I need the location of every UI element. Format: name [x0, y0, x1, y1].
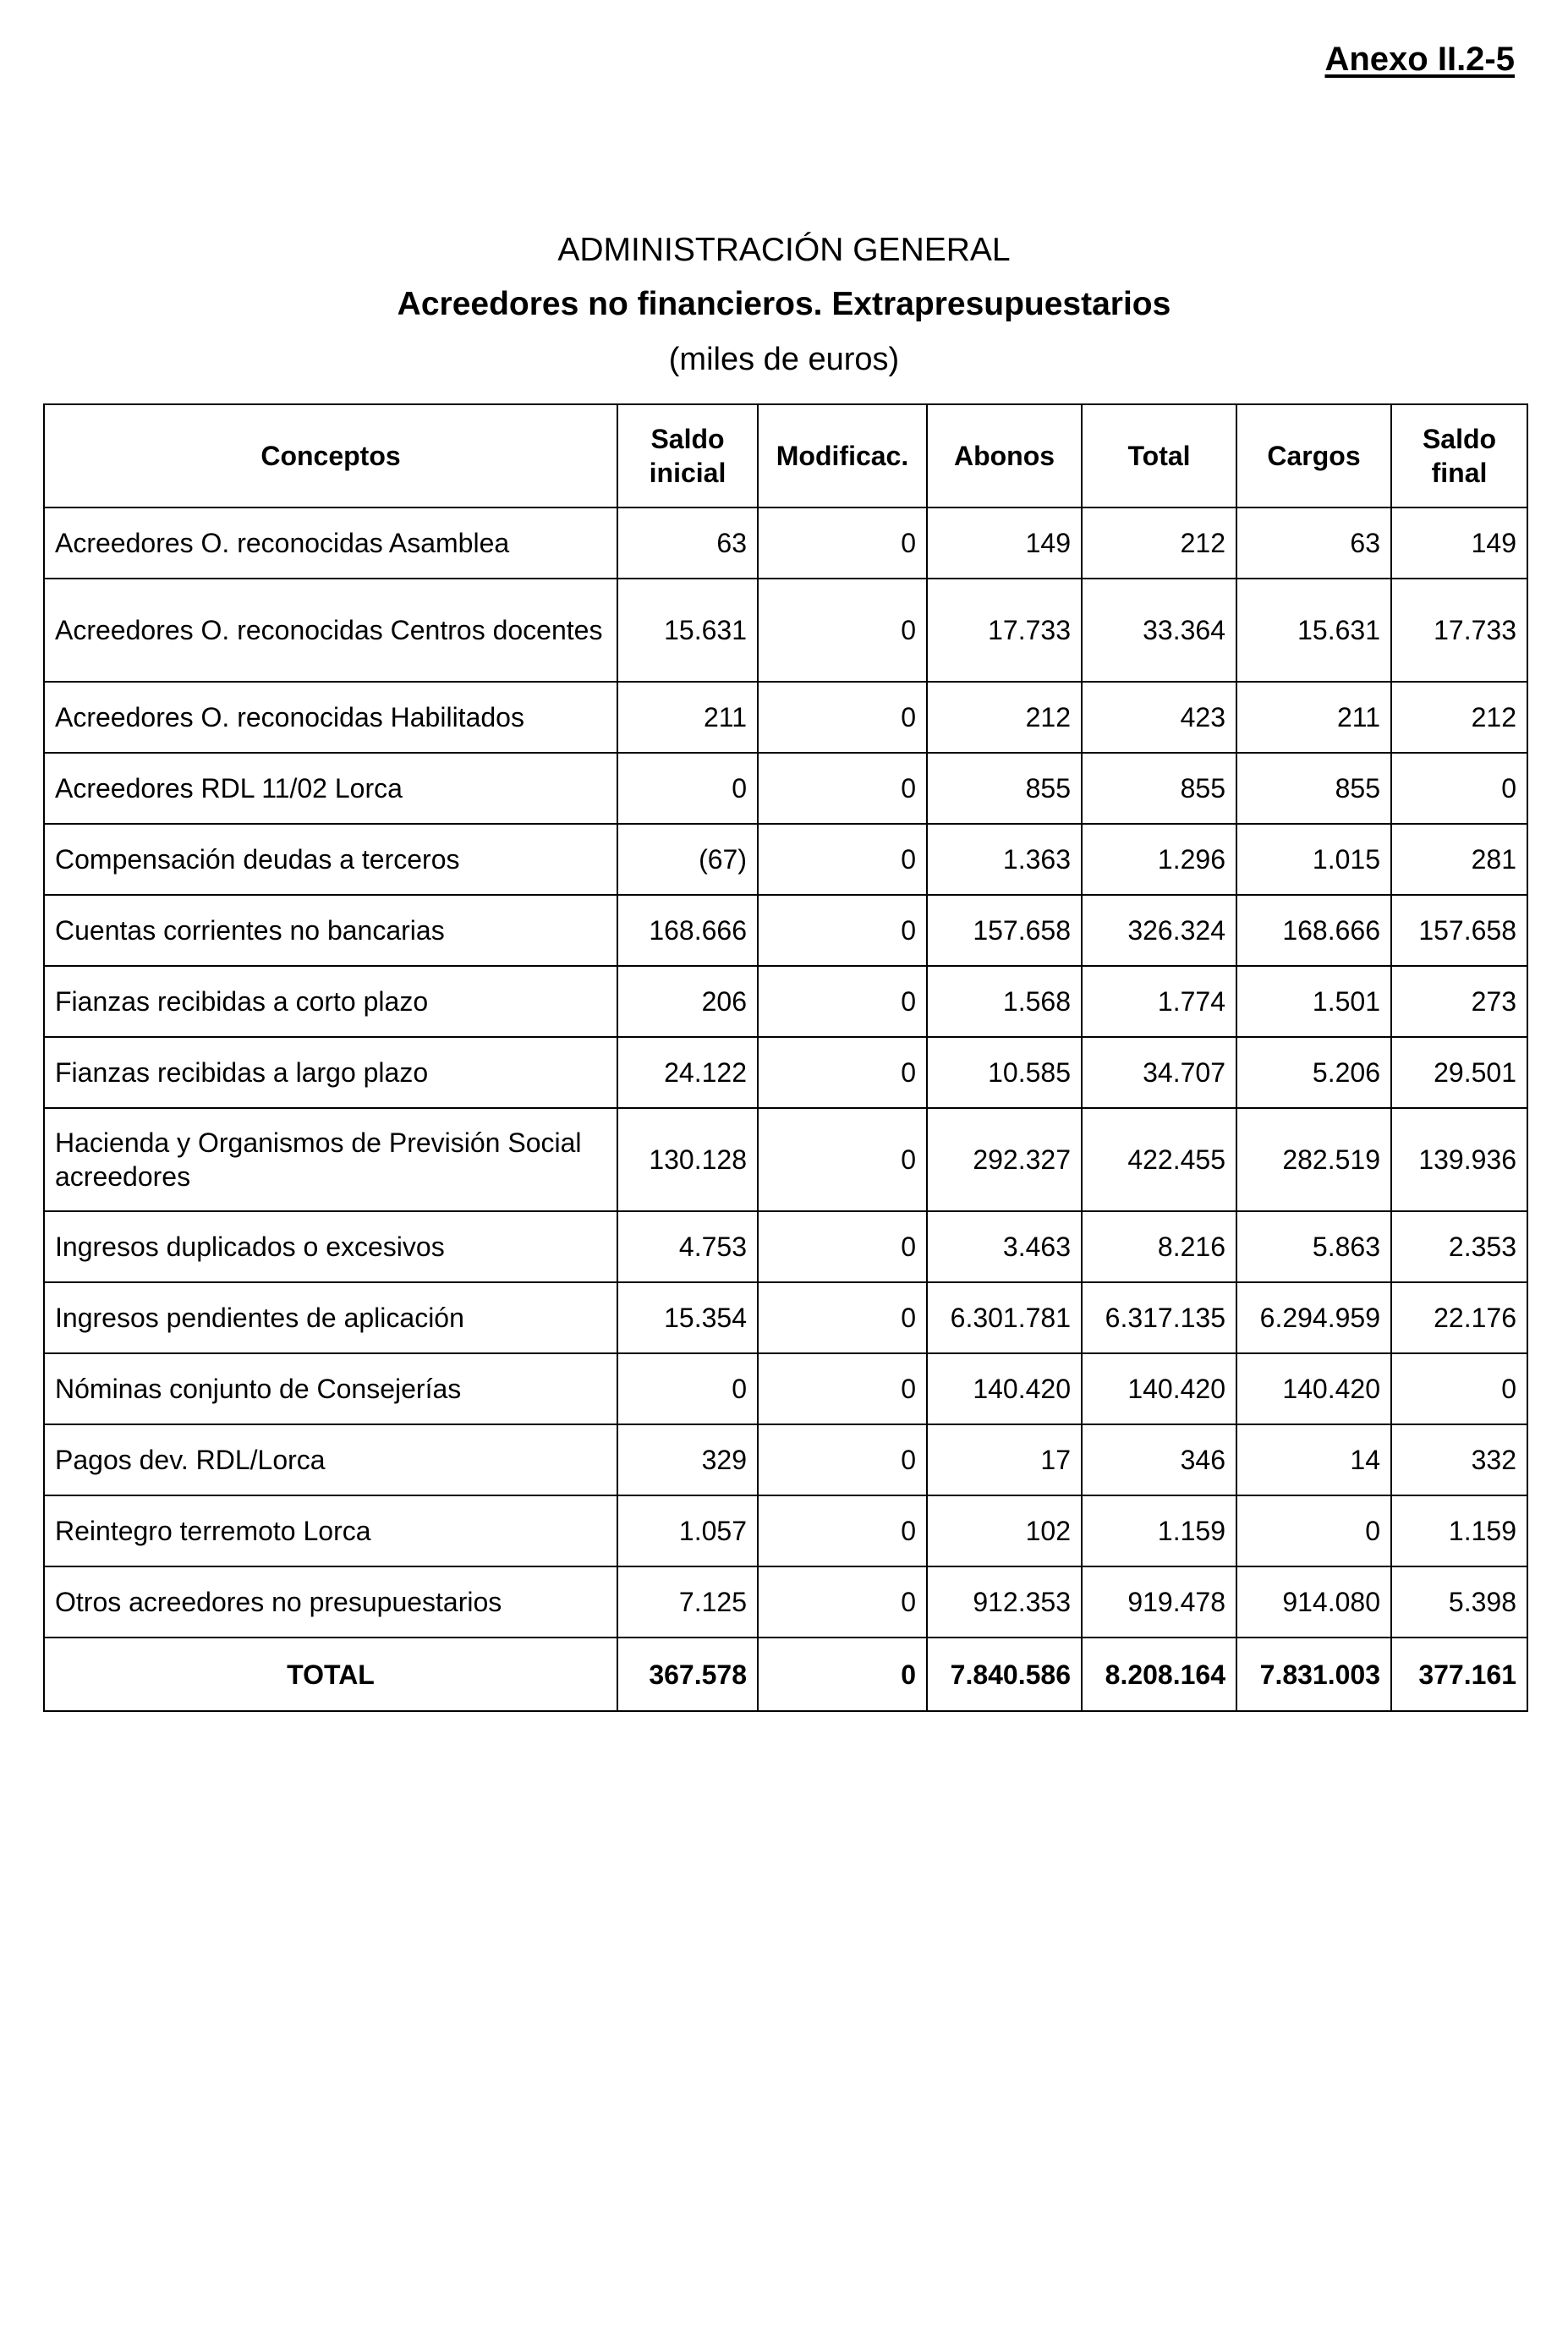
total-cell: 33.364: [1082, 579, 1236, 682]
abonos-cell: 10.585: [927, 1037, 1082, 1108]
table-row: [44, 579, 1527, 682]
saldo-final-cell: 1.159: [1391, 1495, 1527, 1566]
modificac-cell: 0: [758, 1108, 927, 1211]
total-cell: 34.707: [1082, 1037, 1236, 1108]
cargos-cell: 140.420: [1236, 1353, 1391, 1424]
cargos-cell: 168.666: [1236, 895, 1391, 966]
saldo-final-cell: 139.936: [1391, 1108, 1527, 1211]
units-note: (miles de euros): [668, 342, 900, 377]
total-cell: 1.296: [1082, 824, 1236, 895]
modificac-cell: 0: [758, 1211, 927, 1282]
total-modificac: 0: [758, 1638, 927, 1711]
table-row: [44, 1566, 1527, 1638]
concept-cell: Acreedores RDL 11/02 Lorca: [44, 753, 617, 824]
total-cell: 1.159: [1082, 1495, 1236, 1566]
creditors-table: [43, 403, 1528, 1712]
cargos-cell: 855: [1236, 753, 1391, 824]
cargos-cell: 14: [1236, 1424, 1391, 1495]
abonos-cell: 855: [927, 753, 1082, 824]
saldo-final-cell: 22.176: [1391, 1282, 1527, 1353]
saldo-final-cell: 332: [1391, 1424, 1527, 1495]
concept-cell: Fianzas recibidas a corto plazo: [44, 966, 617, 1037]
header-abonos: Abonos: [927, 404, 1082, 507]
saldo-inicial-cell: 130.128: [617, 1108, 758, 1211]
abonos-cell: 17.733: [927, 579, 1082, 682]
header-cargos: Cargos: [1236, 404, 1391, 507]
abonos-cell: 157.658: [927, 895, 1082, 966]
saldo-inicial-cell: 211: [617, 682, 758, 753]
abonos-cell: 17: [927, 1424, 1082, 1495]
saldo-final-cell: 157.658: [1391, 895, 1527, 966]
total-cell: 326.324: [1082, 895, 1236, 966]
abonos-cell: 1.363: [927, 824, 1082, 895]
saldo-inicial-cell: 1.057: [617, 1495, 758, 1566]
saldo-inicial-cell: (67): [617, 824, 758, 895]
saldo-final-cell: 273: [1391, 966, 1527, 1037]
concept-cell: Ingresos duplicados o excesivos: [44, 1211, 617, 1282]
saldo-final-cell: 29.501: [1391, 1037, 1527, 1108]
total-total: 8.208.164: [1082, 1638, 1236, 1711]
saldo-final-cell: 2.353: [1391, 1211, 1527, 1282]
abonos-cell: 292.327: [927, 1108, 1082, 1211]
table-row: [44, 1037, 1527, 1108]
saldo-inicial-cell: 0: [617, 753, 758, 824]
total-cell: 919.478: [1082, 1566, 1236, 1638]
concept-cell: Compensación deudas a terceros: [44, 824, 617, 895]
saldo-final-cell: 149: [1391, 507, 1527, 579]
header-saldo-inicial: Saldo inicial: [617, 404, 758, 507]
total-saldo-final: 377.161: [1391, 1638, 1527, 1711]
modificac-cell: 0: [758, 824, 927, 895]
cargos-cell: 282.519: [1236, 1108, 1391, 1211]
table-row: [44, 895, 1527, 966]
total-abonos: 7.840.586: [927, 1638, 1082, 1711]
saldo-inicial-cell: 4.753: [617, 1211, 758, 1282]
modificac-cell: 0: [758, 895, 927, 966]
cargos-cell: 1.015: [1236, 824, 1391, 895]
saldo-inicial-cell: 329: [617, 1424, 758, 1495]
total-cell: 1.774: [1082, 966, 1236, 1037]
table-row: [44, 1108, 1527, 1211]
page-subtitle: Acreedores no financieros. Extrapresupuestarios: [397, 286, 1171, 322]
concept-cell: Cuentas corrientes no bancarias: [44, 895, 617, 966]
total-cell: 422.455: [1082, 1108, 1236, 1211]
modificac-cell: 0: [758, 1495, 927, 1566]
cargos-cell: 15.631: [1236, 579, 1391, 682]
cargos-cell: 5.206: [1236, 1037, 1391, 1108]
table-row: [44, 824, 1527, 895]
concept-cell: Acreedores O. reconocidas Asamblea: [44, 507, 617, 579]
total-cell: 8.216: [1082, 1211, 1236, 1282]
total-cell: 423: [1082, 682, 1236, 753]
cargos-cell: 5.863: [1236, 1211, 1391, 1282]
modificac-cell: 0: [758, 579, 927, 682]
concept-cell: Nóminas conjunto de Consejerías: [44, 1353, 617, 1424]
saldo-inicial-cell: 206: [617, 966, 758, 1037]
modificac-cell: 0: [758, 1424, 927, 1495]
total-cell: 855: [1082, 753, 1236, 824]
concept-cell: Hacienda y Organismos de Previsión Social acreedores: [44, 1108, 617, 1211]
saldo-inicial-cell: 168.666: [617, 895, 758, 966]
abonos-cell: 212: [927, 682, 1082, 753]
concept-cell: Ingresos pendientes de aplicación: [44, 1282, 617, 1353]
table-row: [44, 682, 1527, 753]
abonos-cell: 102: [927, 1495, 1082, 1566]
total-cell: 346: [1082, 1424, 1236, 1495]
table-row: [44, 1353, 1527, 1424]
concept-cell: Acreedores O. reconocidas Centros docentes: [44, 579, 617, 682]
table-row: [44, 1211, 1527, 1282]
table-row: [44, 1282, 1527, 1353]
modificac-cell: 0: [758, 1037, 927, 1108]
cargos-cell: 914.080: [1236, 1566, 1391, 1638]
modificac-cell: 0: [758, 753, 927, 824]
total-label: TOTAL: [44, 1638, 617, 1711]
total-row: [44, 1638, 1527, 1711]
saldo-final-cell: 17.733: [1391, 579, 1527, 682]
saldo-inicial-cell: 7.125: [617, 1566, 758, 1638]
modificac-cell: 0: [758, 682, 927, 753]
abonos-cell: 1.568: [927, 966, 1082, 1037]
abonos-cell: 6.301.781: [927, 1282, 1082, 1353]
header-conceptos: Conceptos: [44, 404, 617, 507]
saldo-final-cell: 212: [1391, 682, 1527, 753]
cargos-cell: 6.294.959: [1236, 1282, 1391, 1353]
saldo-inicial-cell: 24.122: [617, 1037, 758, 1108]
concept-cell: Acreedores O. reconocidas Habilitados: [44, 682, 617, 753]
modificac-cell: 0: [758, 966, 927, 1037]
modificac-cell: 0: [758, 1353, 927, 1424]
cargos-cell: 211: [1236, 682, 1391, 753]
abonos-cell: 140.420: [927, 1353, 1082, 1424]
cargos-cell: 1.501: [1236, 966, 1391, 1037]
annex-label: Anexo II.2-5: [1324, 41, 1515, 78]
header-row: [44, 404, 1527, 507]
table-row: [44, 1495, 1527, 1566]
table-row: [44, 1424, 1527, 1495]
header-total: Total: [1082, 404, 1236, 507]
modificac-cell: 0: [758, 1566, 927, 1638]
saldo-final-cell: 0: [1391, 1353, 1527, 1424]
concept-cell: Pagos dev. RDL/Lorca: [44, 1424, 617, 1495]
total-saldo-inicial: 367.578: [617, 1638, 758, 1711]
saldo-final-cell: 281: [1391, 824, 1527, 895]
modificac-cell: 0: [758, 1282, 927, 1353]
modificac-cell: 0: [758, 507, 927, 579]
table-header: [44, 404, 1527, 507]
abonos-cell: 912.353: [927, 1566, 1082, 1638]
abonos-cell: 149: [927, 507, 1082, 579]
cargos-cell: 63: [1236, 507, 1391, 579]
page-title: ADMINISTRACIÓN GENERAL: [557, 232, 1011, 268]
total-cell: 6.317.135: [1082, 1282, 1236, 1353]
table-row: [44, 966, 1527, 1037]
header-modificac: Modificac.: [758, 404, 927, 507]
table-row: [44, 507, 1527, 579]
saldo-final-cell: 0: [1391, 753, 1527, 824]
saldo-inicial-cell: 63: [617, 507, 758, 579]
table-row: [44, 753, 1527, 824]
total-cell: 212: [1082, 507, 1236, 579]
cargos-cell: 0: [1236, 1495, 1391, 1566]
abonos-cell: 3.463: [927, 1211, 1082, 1282]
saldo-inicial-cell: 15.631: [617, 579, 758, 682]
saldo-final-cell: 5.398: [1391, 1566, 1527, 1638]
total-cargos: 7.831.003: [1236, 1638, 1391, 1711]
saldo-inicial-cell: 15.354: [617, 1282, 758, 1353]
saldo-inicial-cell: 0: [617, 1353, 758, 1424]
header-saldo-final: Saldo final: [1391, 404, 1527, 507]
concept-cell: Fianzas recibidas a largo plazo: [44, 1037, 617, 1108]
total-cell: 140.420: [1082, 1353, 1236, 1424]
concept-cell: Otros acreedores no presupuestarios: [44, 1566, 617, 1638]
table-body: [44, 507, 1527, 1711]
concept-cell: Reintegro terremoto Lorca: [44, 1495, 617, 1566]
